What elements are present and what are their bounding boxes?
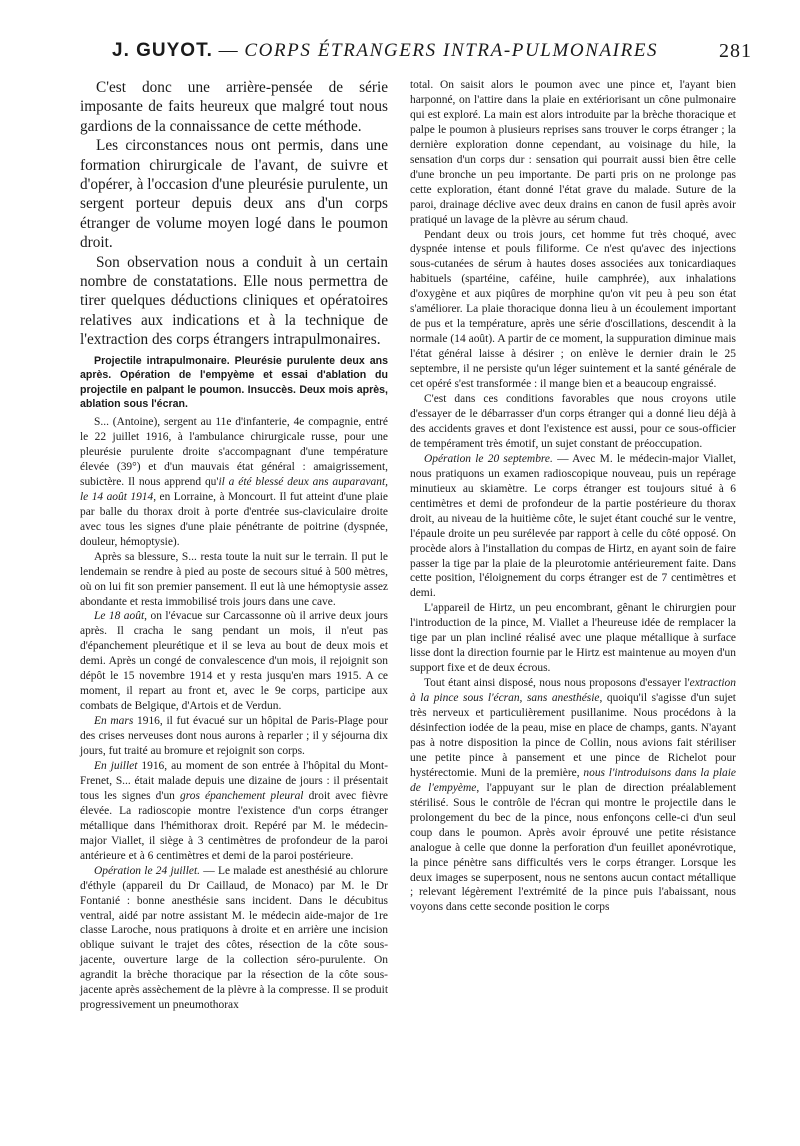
text: S... (Antoine), sergent au 11e d'infanterie, 4e compagnie, entré le 22 juillet 1916, à l'ambulance chirurgicale russe, pour une pleurésie purulente droite s'accompagnant d'une température élevée (39°) et d'un mauvais état général : amaigrissement, subictère. Il nous apprend qu' [80, 416, 388, 488]
paragraph [80, 759, 388, 864]
text: droit avec fièvre élevée. La radioscopie montre l'existence d'un corps étranger métallique dans l'hémithorax droit. Repéré par M. le médecin-major Viallet, il siège à 3 centimètres de profondeur de la paroi antérieure et à 6 centimètres et demi de la paroi postérieure. [80, 789, 388, 862]
paragraph: L'appareil de Hirtz, un peu encombrant, gênant le chirurgien pour l'introduction de la pince, M. Viallet a l'heureuse idée de remplacer la tige par un plan incliné réalisé avec une plaque métallique à surface lisse dont la direction fournie par le Hirtz est maintenue au moyen d'un support fixe et de deux écrous. [410, 602, 736, 675]
paragraph [80, 609, 388, 714]
text: , quoiqu'il s'agisse d'un sujet très nerveux et particulièrement pusillanime. Nous procédons à la désinfection iodée de la peau, mise en place de champs, gants. N'ayant pas à notre disposition la pince de Collin, nous avions fait stériliser une petite pince à pansement et une pince de Richelot pour hystérectomie. Muni de la première, [410, 692, 736, 779]
paragraph: Son observation nous a conduit à un certain nombre de constatations. Elle nous permettra de tirer quelques déductions cliniques et opératoires relatives aux indications et à la technique de l'extraction des corps étrangers intrapulmonaires. [80, 253, 388, 349]
header-title [112, 40, 658, 62]
emphasis: Opération le 24 juillet. [94, 864, 201, 877]
case-report [80, 415, 388, 1013]
emphasis: Opération le 20 septembre. [424, 452, 553, 465]
text: 1916, il fut évacué sur un hôpital de Paris-Plage pour des crises nerveuses dont nous aurons à reparler ; il y séjourna dix jours, fut traité au bromure et rejoignit son corps. [80, 715, 389, 758]
emphasis: En mars [94, 715, 134, 728]
running-header [112, 40, 752, 72]
emphasis: extraction à la pince sous l'écran, sans anesthésie [410, 677, 736, 705]
text: 1916, au moment de son entrée à l'hôpital du Mont-Frenet, S... était malade depuis une dizaine de jours : il présentait tous les signes d'un [80, 759, 389, 802]
page-number: 281 [719, 40, 752, 62]
emphasis: il a été blessé deux ans auparavant, le 14 août 1914 [80, 475, 388, 503]
paragraph: C'est donc une arrière-pensée de série imposante de faits heureux que malgré tout nous gardions de la connaissance de cette méthode. [80, 79, 388, 135]
text: — Le malade est anesthésié au chlorure d'éthyle (appareil du Dr Caillaud, de Monaco) par M. le Dr Fontanié : bonne anesthésie sans incident. Dans le décubitus ventral, aidé par notre assistant M. le médecin aide-major de 1re classe Laroche, nous pratiquons à droite et en arrière une incision oblique suivant le trajet des côtes, résection de la côte sous-jacente, ouverture large de la collection séro-purulente. On agrandit la brèche thoracique par la résection de la côte sous-jacente après assèchement de la plèvre à la compresse. Il se produit progressivement un pneumothorax [80, 864, 388, 1012]
emphasis: Le 18 août [94, 610, 145, 623]
paragraph: Pendant deux ou trois jours, cet homme fut très choqué, avec dyspnée intense et pouls filiforme. Ce n'est qu'avec des injections sous-cutanées de sérum à hautes doses associées aux tonicardiaques habituels (spartéine, caféine, huile camphrée), aux inhalations d'oxygène et aux piqûres de morphine qu'on vit peu à peu son état s'améliorer. La plaie thoracique donna lieu à un écoulement important de pus et la température, après une série d'oscillations, descendit à la normale (14 août). A partir de ce moment, la suppuration diminue mais l'état général laisse à désirer ; on enlève le dernier drain le 25 septembre, il ne persiste qu'un léger suintement et la santé générale de cet opéré s'est transformée : il mange bien et a beaucoup engraissé. [410, 228, 736, 391]
paragraph [410, 452, 736, 602]
header-article-title: CORPS ÉTRANGERS INTRA-PULMONAIRES [244, 40, 659, 61]
text: — Avec M. le médecin-major Viallet, nous pratiquons un examen radioscopique nouveau, puis un repérage minutieux au skiamètre. Le corps étranger est toujours situé à 6 centimètres et demi de profondeur de la partie postérieure du thorax droit, au niveau de la huitième côte, le sujet étant couché sur le ventre, l'épaule droite un peu surélevée par rapport à celle du côté opposé. On procède alors à l'installation du compas de Hirtz, en ayant soin de faire passer la tige par la plaie de la pleurotomie antérieurement faite. Dans cette position, l'éloignement du corps étranger est de 7 centimètres et demi. [410, 452, 736, 600]
paragraph: Après sa blessure, S... resta toute la nuit sur le terrain. Il put le lendemain se rendre à pied au poste de secours situé à 500 mètres, où on lui fit son premier pansement. Il eut là une hémoptysie assez abondante et resta immobilisé trois jours dans une cave. [80, 550, 388, 608]
paragraph [80, 714, 388, 759]
intro-text [80, 78, 388, 350]
text: , en Lorraine, à Moncourt. Il fut atteint d'une plaie par balle du thorax droit à porte d'entrée sus-claviculaire droite avec tous les signes d'une plaie pénétrante de poitrine (dyspnée, douleur, hémoptysie). [80, 490, 388, 548]
case-heading: Projectile intrapulmonaire. Pleurésie purulente deux ans après. Opération de l'empyème et essai d'ablation du projectile en palpant le poumon. Insuccès. Deux mois après, ablation sous l'écran. [80, 354, 388, 411]
paragraph: C'est dans ces conditions favorables que nous croyons utile d'essayer de le débarrasser d'un corps étranger qui a donné lieu déjà à des accidents graves et dont l'existence est aussi, pour ce sous-officier de tempérament très émotif, un sujet constant de préoccupation. [410, 393, 736, 450]
text: Tout étant ainsi disposé, nous nous proposons d'essayer l' [424, 677, 690, 690]
header-author: J. GUYOT. [112, 40, 213, 61]
paragraph [80, 864, 388, 1014]
text: , l'appuyant sur le plan de direction préalablement stérilisé. Sous le contrôle de l'écran qui montre le projectile dans le prolongement du bec de la pince, nous enfonçons celle-ci d'un seul coup dans le poumon. Après avoir éprouvé une petite résistance analogue à celle que donne la perforation d'un feuillet aponévrotique, la pince pénètre sans difficultés vers le corps étranger. Lorsque les deux images se superposent, nous ne sentons aucun contact métallique ; relevant légèrement l'extrémité de la pince puis l'abaissant, nous voyons dans cette seconde position le corps [410, 781, 737, 914]
header-dash: — [218, 40, 239, 61]
left-column [80, 78, 388, 1013]
right-column [410, 78, 736, 915]
emphasis: En juillet [94, 759, 138, 772]
text: , on l'évacue sur Carcassonne où il arrive deux jours après. Il cracha le sang pendant un mois, il n'eut pas d'épanchement pleurétique et il se leva au bout de deux mois et demi. Après un congé de convalescence d'un mois, il rejoignit son dépôt le 15 novembre 1914 et y resta jusqu'en mars 1915. A ce moment, il repart au front et, avec le 9e corps, participe aux combats de Belgique, d'Artois et de Verdun. [80, 610, 388, 713]
emphasis: nous l'introduisons dans la plaie de l'empyème [410, 766, 736, 794]
paragraph: total. On saisit alors le poumon avec une pince et, l'ayant bien harponné, on l'attire dans la plaie en extériorisant un cône pulmonaire qui est exploré. La main est alors introduite par la brèche thoracique et palpe le poumon à plusieurs reprises sans trouver le corps étranger ; la dernière exploration donne cependant, au voisinage du hile, la sensation d'un corps dur : sensation qui pourrait aussi bien être celle d'une bronche un peu importante. De parti pris on ne prolonge pas cette exploration, étant donné l'état grave du malade. Suture de la paroi, drainage déclive avec deux drains en canon de fusil après avoir pratiqué un lavage de la plèvre au sérum chaud. [410, 79, 736, 226]
paragraph: Les circonstances nous ont permis, dans une formation chirurgicale de l'avant, de suivre et d'opérer, à l'occasion d'une pleurésie purulente, un sergent porteur depuis deux ans d'un corps étranger de volume moyen logé dans le poumon droit. [80, 137, 388, 252]
paragraph [80, 415, 388, 550]
emphasis: gros épanchement pleural [179, 789, 304, 802]
paragraph [410, 676, 736, 915]
